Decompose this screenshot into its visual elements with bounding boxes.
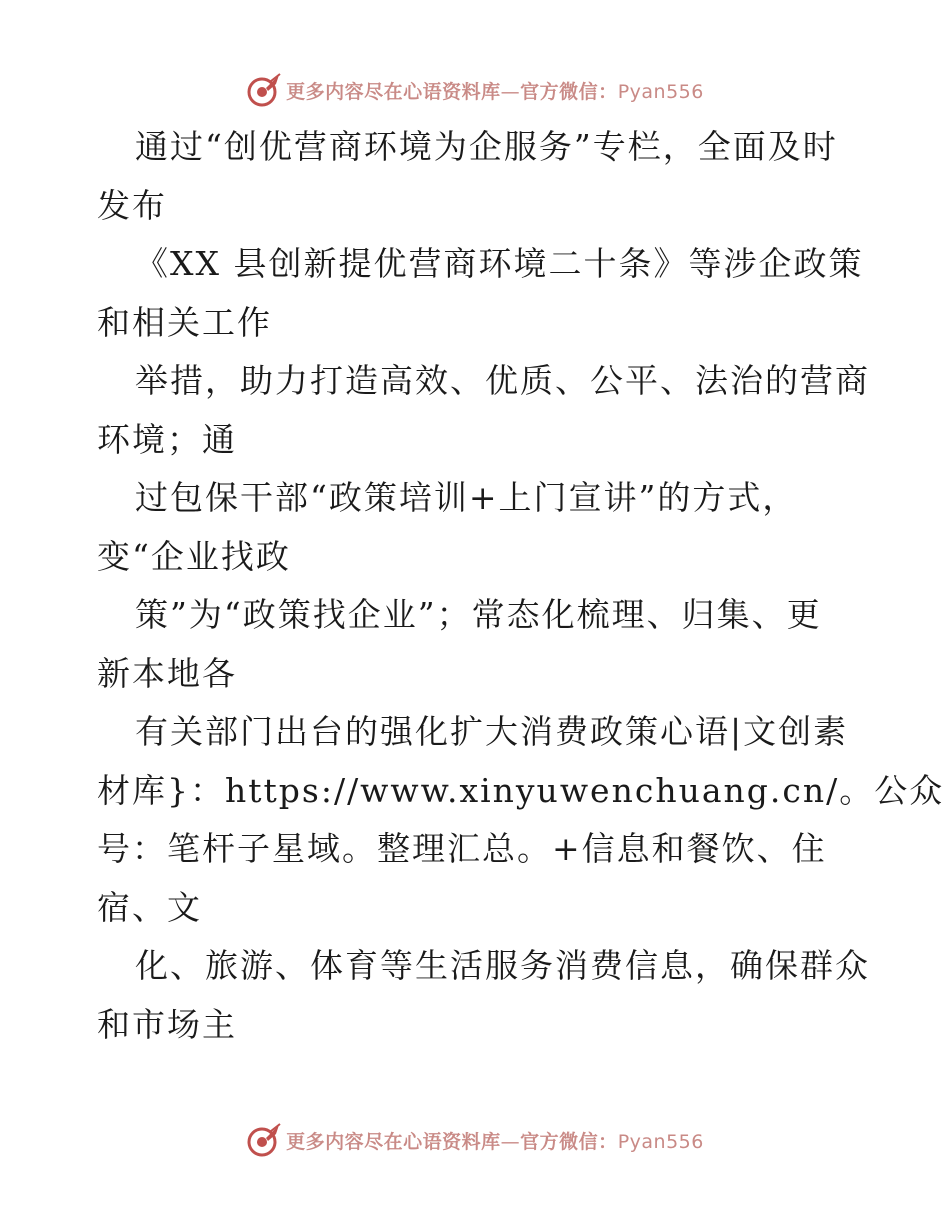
quill-logo-icon (246, 1122, 282, 1158)
quill-logo-icon (246, 72, 282, 108)
text-line: 新本地各 (97, 653, 237, 693)
banner-official-label: 官方微信： (520, 80, 618, 103)
text-line: 和市场主 (97, 1004, 237, 1044)
banner-text (286, 1127, 704, 1154)
banner-wechat-id: Pyan556 (617, 1130, 704, 1153)
text-line: 有关部门出台的强化扩大消费政策心语|文创素 (135, 712, 849, 751)
banner-main-text: 更多内容尽在心语资料库 (286, 80, 501, 103)
text-line: 《XX 县创新提优营商环境二十条》等涉企政策 (135, 244, 864, 283)
banner-separator: — (500, 1130, 521, 1153)
footer-watermark-banner (0, 1120, 950, 1160)
text-line: 发布 (97, 185, 167, 225)
text-line: 通过“创优营商环境为企服务”专栏，全面及时 (135, 127, 838, 166)
document-body (97, 118, 945, 1054)
text-line: 变“企业找政 (97, 536, 291, 576)
text-line: 和相关工作 (97, 302, 272, 342)
banner-official-label: 官方微信： (520, 1130, 618, 1153)
text-line: 环境；通 (97, 419, 237, 459)
header-watermark-banner (0, 70, 950, 110)
banner-text (286, 77, 704, 104)
text-line: 化、旅游、体育等生活服务消费信息，确保群众 (135, 946, 870, 985)
text-line: 举措，助力打造高效、优质、公平、法治的营商 (135, 361, 870, 400)
banner-wechat-id: Pyan556 (617, 80, 704, 103)
text-line: 策”为“政策找企业”；常态化梳理、归集、更 (135, 595, 822, 634)
text-line: 号：笔杆子星域。整理汇总。+信息和餐饮、住 (97, 829, 827, 868)
text-line: 过包保干部“政策培训+上门宣讲”的方式， (135, 478, 798, 517)
banner-main-text: 更多内容尽在心语资料库 (286, 1130, 501, 1153)
banner-separator: — (500, 80, 521, 103)
text-line: 材库}：https://www.xinyuwenchuang.cn/。公众 (97, 770, 945, 810)
text-line: 宿、文 (97, 887, 202, 927)
